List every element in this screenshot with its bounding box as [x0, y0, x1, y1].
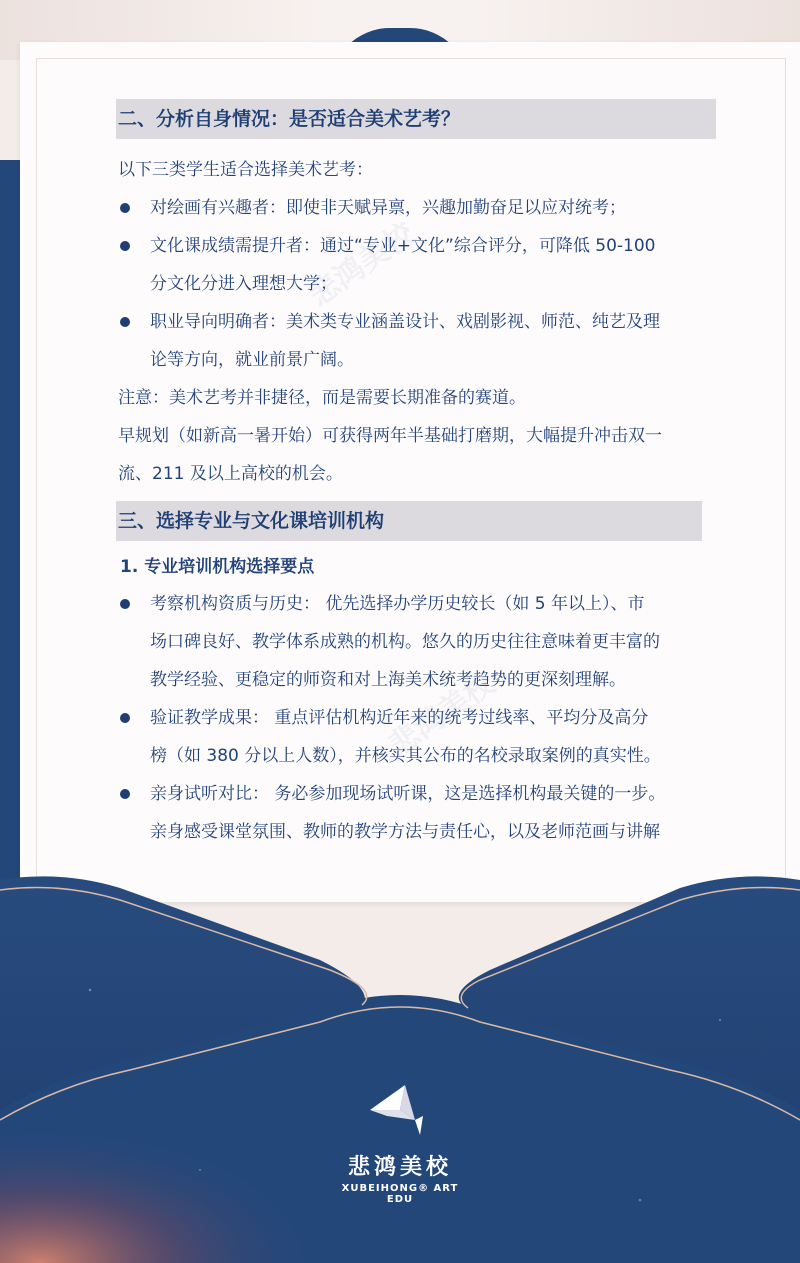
bullet-icon — [120, 203, 130, 213]
list-item-text: 文化课成绩需提升者：通过“专业+文化”综合评分，可降低 50-100 — [150, 236, 656, 256]
list-item-text: 场口碑良好、教学体系成熟的机构。悠久的历史往往意味着更丰富的 — [150, 632, 660, 652]
brand-name: 悲鸿美校 — [347, 1155, 452, 1180]
bullet-icon — [120, 713, 130, 723]
list-item — [118, 699, 718, 775]
section-2-plan: 早规划（如新高一暑开始）可获得两年半基础打磨期，大幅提升冲击双一 — [118, 426, 662, 446]
section-2-intro: 以下三类学生适合选择美术艺考： — [118, 160, 373, 180]
section-3-subheading: 1. 专业培训机构选择要点 — [120, 557, 315, 577]
list-item — [118, 775, 718, 851]
list-item-text: 职业导向明确者：美术类专业涵盖设计、戏剧影视、师范、纯艺及理 — [150, 312, 660, 332]
section-2-plan: 流、211 及以上高校的机会。 — [118, 464, 343, 484]
section-3-heading: 三、选择专业与文化课培训机构 — [116, 501, 702, 541]
bullet-icon — [120, 789, 130, 799]
list-item — [118, 585, 718, 699]
list-item-text: 榜（如 380 分以上人数），并核实其公布的名校录取案例的真实性。 — [150, 746, 661, 766]
section-2-note: 注意：美术艺考并非捷径，而是需要长期准备的赛道。 — [118, 388, 526, 408]
list-item-text: 对绘画有兴趣者：即使非天赋异禀，兴趣加勤奋足以应对统考； — [150, 198, 626, 218]
article-content — [118, 99, 718, 851]
section-2-heading: 二、分析自身情况：是否适合美术艺考？ — [116, 99, 716, 139]
brand-logo — [340, 1080, 460, 1205]
list-item-text: 验证教学成果： 重点评估机构近年来的统考过线率、平均分及高分 — [150, 708, 649, 728]
brand-name-en: XUBEIHONG® ART EDU — [341, 1183, 459, 1205]
list-item-text: 分文化分进入理想大学； — [150, 274, 337, 294]
list-item — [118, 189, 718, 227]
bullet-icon — [120, 599, 130, 609]
list-item-text: 论等方向，就业前景广阔。 — [150, 350, 354, 370]
list-item-text: 教学经验、更稳定的师资和对上海美术统考趋势的更深刻理解。 — [150, 670, 626, 690]
list-item-text: 考察机构资质与历史： 优先选择办学历史较长（如 5 年以上）、市 — [150, 594, 645, 614]
list-item-text: 亲身试听对比： 务必参加现场试听课，这是选择机构最关键的一步。 — [150, 784, 666, 804]
bullet-icon — [120, 317, 130, 327]
list-item — [118, 227, 718, 303]
bullet-icon — [120, 241, 130, 251]
list-item — [118, 303, 718, 379]
origami-bird-icon — [365, 1080, 435, 1140]
list-item-text: 亲身感受课堂氛围、教师的教学方法与责任心，以及老师范画与讲解 — [150, 822, 660, 842]
